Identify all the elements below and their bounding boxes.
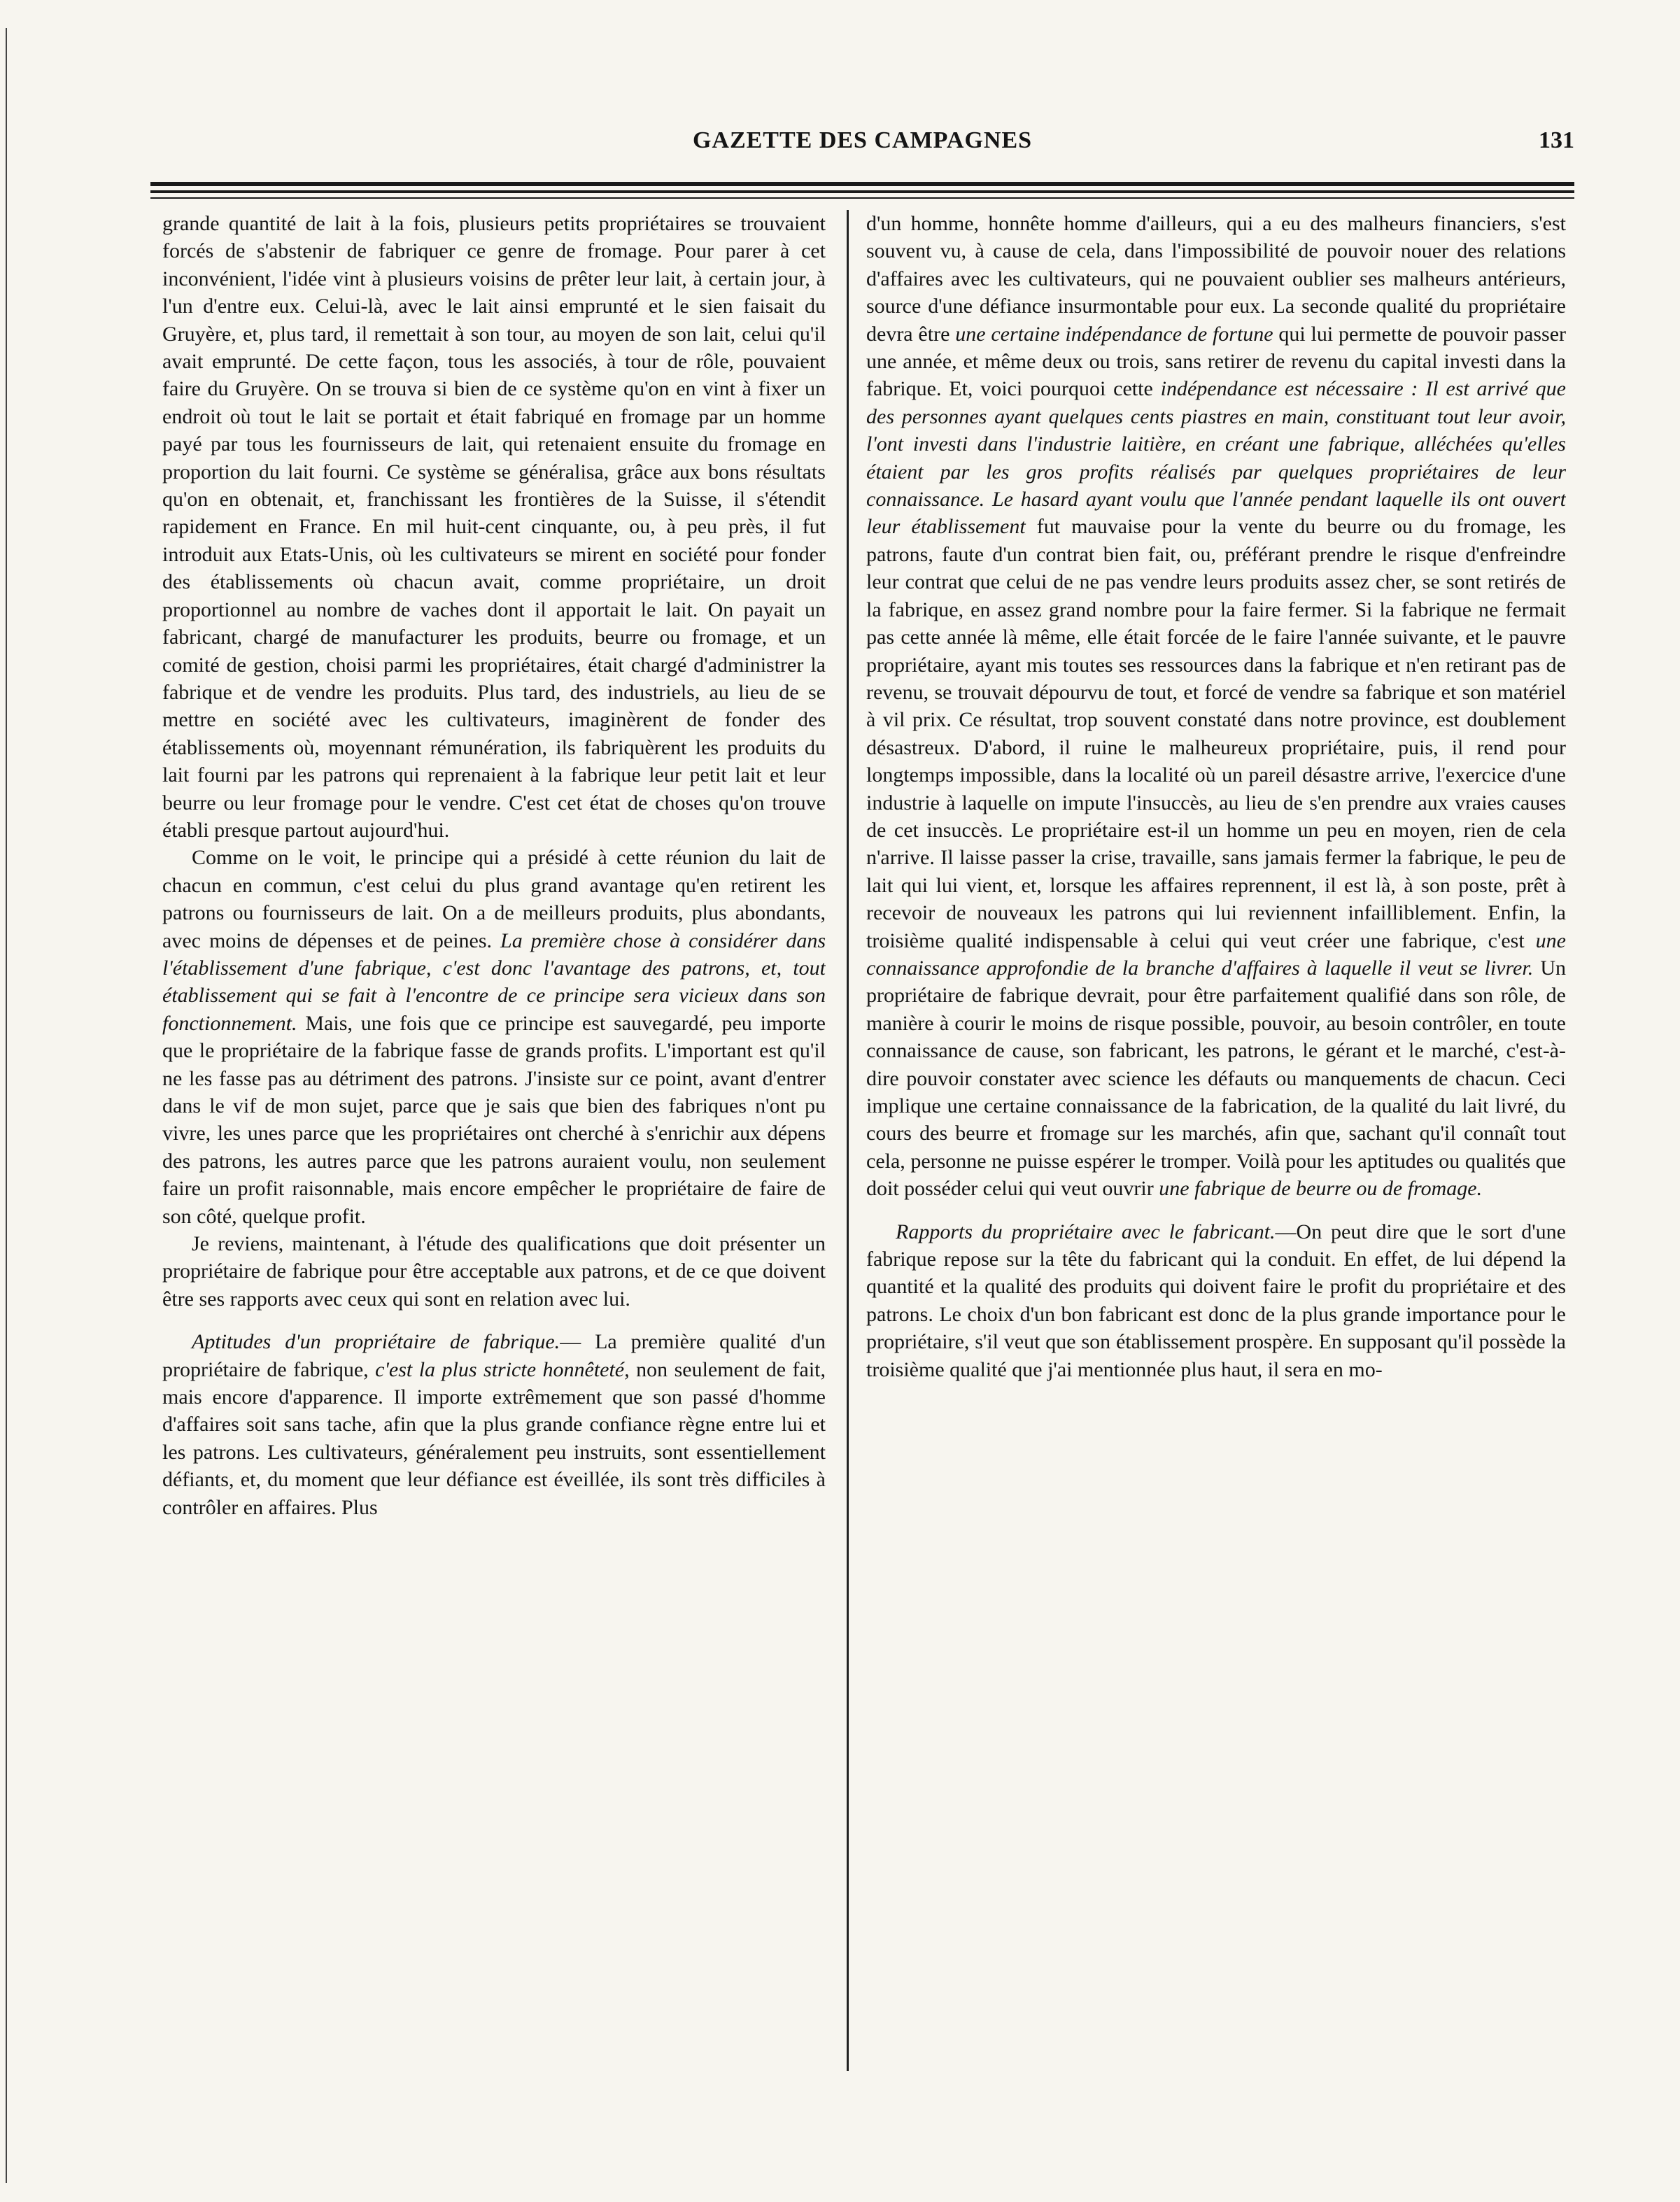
text: —On peut dire que le sort d'une fabrique repose sur la tête du fabricant qui la conduit. En effet, de lui dépend la quantité et la qualité des produits qui doivent faire le profit du propriétaire et des patrons. Le choix d'un bon fabricant est donc de la plus grande importance pour le propriétaire, s'il veut que son établissement prospère. En supposant qu'il possède la troisième qualité que j'ai mentionnée plus haut, il sera en mo-	[866, 1220, 1566, 1381]
paragraph	[866, 1218, 1566, 1383]
left-column	[162, 210, 826, 2071]
column-divider	[847, 210, 849, 2071]
paragraph	[162, 844, 826, 1230]
section-heading: Aptitudes d'un propriétaire de fabrique.	[192, 1330, 560, 1354]
italic-text: une fabrique de beurre ou de fromage.	[1159, 1177, 1483, 1201]
paragraph	[866, 210, 1566, 1203]
header-rule-thin	[150, 190, 1574, 193]
page-edge-mark	[6, 28, 7, 2183]
text: qui lui permette de pouvoir passer une année, et même deux ou trois, sans retirer de revenu du capital investi dans la fabrique. Et, voici pourquoi cette	[866, 322, 1566, 401]
text: non seulement de fait, mais encore d'apparence. Il importe extrêmement que son passé d'homme d'affaires soit sans tache, afin que la plus grande confiance règne entre lui et les patrons. Les cultivateurs, généralement peu instruits, sont essentiellement défiants, et, du moment que leur défiance est éveillée, ils sont très difficiles à contrôler en affaires. Plus	[162, 1357, 826, 1519]
text: fut mauvaise pour la vente du beurre ou du fromage, les patrons, faute d'un contrat bien fait, ou, préférant prendre le risque d'enfreindre leur contrat que celui de ne pas vendre leurs produits assez cher, se sont retirés de la fabrique, en assez grand nombre pour la faire fermer. Si la fabrique ne fermait pas cette année là même, elle était forcée de le faire l'année suivante, et le pauvre propriétaire, ayant mis toutes ses ressources dans la fabrique et n'en retirant pas de revenu, se trouvait dépourvu de tout, et forcé de vendre sa fabrique et son matériel à vil prix. Ce résultat, trop souvent constaté dans notre province, est doublement désastreux. D'abord, il ruine le malheureux propriétaire, puis, il rend pour longtemps impossible, dans la localité où un pareil désastre arrive, l'exercice d'une industrie à laquelle on impute l'insuccès, au lieu de s'en prendre aux vraies causes de cet insuccès. Le propriétaire est-il un homme un peu en moyen, rien de cela n'arrive. Il laisse passer la crise, travaille, sans jamais fermer la fabrique, le peu de lait qui lui vient, et, lorsque les affaires reprennent, il est là, à son poste, prêt à recevoir de nouveaux les patrons qui lui reviennent infailliblement. Enfin, la troisième qualité indispensable à celui qui veut créer une fabrique, c'est	[866, 515, 1566, 952]
italic-text: La première chose à considérer dans l'établissement d'une fabrique, c'est donc l'avantage des patrons, et, tout établissement qui se fait à l'encontre de ce principe sera vicieux dans son fonctionnement.	[162, 929, 826, 1035]
italic-text: une connaissance approfondie de la branche d'affaires à laquelle il veut se livrer.	[866, 929, 1566, 980]
text: Comme on le voit, le principe qui a présidé à cette réunion du lait de chacun en commun, c'est celui du plus grand avantage qu'en retirent les patrons ou fournisseurs de lait. On a de meilleurs produits, plus abondants, avec moins de dépenses et de peines.	[162, 846, 826, 952]
paragraph: Je reviens, maintenant, à l'étude des qualifications que doit présenter un propriétaire de fabrique pour être acceptable aux patrons, et de ce que doivent être ses rapports avec ceux qui sont en relation avec lui.	[162, 1232, 826, 1311]
page-header	[150, 127, 1574, 169]
paragraph: grande quantité de lait à la fois, plusieurs petits propriétaires se trouvaient forcés de s'abstenir de fabriquer ce genre de fromage. Pour parer à cet inconvénient, l'idée vint à plusieurs voisins de prêter leur lait, à certain jour, à l'un d'entre eux. Celui-là, avec le lait ainsi emprunté et le sien faisait du Gruyère, et, plus tard, il remettait à son tour, au moyen de son lait, celui qu'il avait emprunté. De cette façon, tous les associés, à tour de rôle, pouvaient faire du Gruyère. On se trouva si bien de ce système qu'on en vint à fixer un endroit où tout le lait se portait et était fabriqué en fromage par un homme payé par tous les fournisseurs de lait, qui retenaient ensuite du fromage en proportion du lait fourni. Ce système se généralisa, grâce aux bons résultats qu'on en obtenait, et, franchissant les frontières de la Suisse, il s'étendit rapidement en France. En mil huit-cent cinquante, ou, à peu près, il fut introduit aux Etats-Unis, où les cultivateurs se mirent en société pour fonder des établissements où chacun avait, comme propriétaire, un droit proportionnel au nombre de vaches dont il apportait le lait. On payait un fabricant, chargé de manufacturer les produits, beurre ou fromage, et un comité de gestion, choisi parmi les propriétaires, était chargé d'administrer la fabrique et de vendre les produits. Plus tard, des industriels, au lieu de se mettre en société avec les cultivateurs, imaginèrent de fonder des établissements où, moyennant rémunération, ils fabriquèrent les produits du lait fourni par les patrons qui reprenaient à la fabrique leur petit lait et leur beurre ou leur fromage pour le vendre. C'est cet état de choses qu'on trouve établi presque partout aujourd'hui.	[162, 212, 826, 842]
header-rule-thin-2	[150, 197, 1574, 199]
paragraph	[162, 1328, 826, 1521]
section-heading: Rapports du propriétaire avec le fabricant.	[896, 1220, 1276, 1243]
right-column	[866, 210, 1566, 2071]
text: d'un homme, honnête homme d'ailleurs, qui a eu des malheurs financiers, s'est souvent vu, à cause de cela, dans l'impossibilité de pouvoir nouer des relations d'affaires avec les cultivateurs, qui ne pouvaient oublier ses malheurs antérieurs, source d'une défiance insurmontable pour eux. La seconde qualité du propriétaire devra être	[866, 212, 1566, 346]
italic-text: une certaine indépendance de fortune	[955, 322, 1273, 346]
italic-text: indépendance est nécessaire : Il est arrivé que des personnes ayant quelques cents piastres en main, constituant tout leur avoir, l'ont investi dans l'industrie laitière, en créant une fabrique, alléchées qu'elles étaient par les gros profits réalisés par quelques propriétaires de leur connaissance. Le hasard ayant voulu que l'année pendant laquelle ils ont ouvert leur établissement	[866, 377, 1566, 539]
text: — La première qualité d'un propriétaire de fabrique,	[162, 1330, 826, 1381]
page-number: 131	[1539, 127, 1574, 153]
text: Un propriétaire de fabrique devrait, pour être parfaitement qualifié dans son rôle, de manière à courir le moins de risque possible, pouvoir, au besoin contrôler, en toute connaissance de cause, son fabricant, les patrons, le gérant et le marché, c'est-à-dire pouvoir constater avec science les défauts ou manquements de chacun. Ceci implique une certaine connaissance de la fabrication, de la qualité du lait livré, du cours des beurre et fromage sur les marchés, afin que, sachant qu'il connaît tout cela, personne ne puisse espérer le tromper. Voilà pour les aptitudes ou qualités que doit posséder celui qui veut ouvrir	[866, 956, 1566, 1201]
header-rule-thick	[150, 182, 1574, 186]
italic-text: c'est la plus stricte honnêteté,	[375, 1357, 630, 1381]
running-title: GAZETTE DES CAMPAGNES	[692, 127, 1033, 153]
text: Mais, une fois que ce principe est sauvegardé, peu importe que le propriétaire de la fabrique fasse de grands profits. L'important est qu'il ne les fasse pas au détriment des patrons. J'insiste sur ce point, avant d'entrer dans le vif de mon sujet, parce que je sais que bien des fabriques n'ont pu vivre, les unes parce que les propriétaires ont cherché à s'enrichir aux dépens des patrons, les autres parce que les patrons auraient voulu, non seulement faire un profit raisonnable, mais encore empêcher le propriétaire de faire de son côté, quelque profit.	[162, 1011, 826, 1228]
